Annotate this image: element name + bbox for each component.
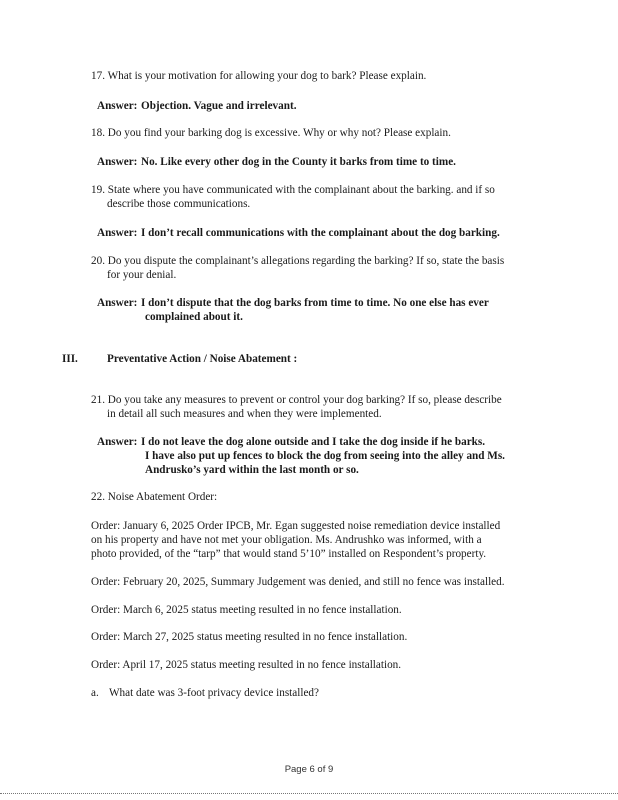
order-line: Order: April 17, 2025 status meeting resulted in no fence installation. [91, 659, 402, 671]
question-text-continued: describe those communications. [107, 198, 251, 210]
question-19 [91, 183, 551, 211]
answer-text: Objection. Vague and irrelevant. [141, 100, 297, 112]
answer-text: No. Like every other dog in the County it barks from time to time. [141, 156, 456, 168]
question-text-continued: for your denial. [107, 269, 177, 281]
answer-label: Answer: [97, 227, 138, 239]
answer-text: I do not leave the dog alone outside and I take the dog inside if he barks. [141, 436, 486, 448]
answer-label: Answer: [97, 100, 138, 112]
answer-17 [97, 99, 547, 113]
answer-text: I don’t dispute that the dog barks from time to time. No one else has ever [141, 297, 489, 309]
answer-21 [97, 435, 547, 477]
scan-edge-line [0, 793, 618, 796]
answer-19 [97, 226, 547, 240]
order-paragraph [91, 519, 551, 561]
question-text: 20. Do you dispute the complainant’s allegations regarding the barking? If so, state the basis [91, 255, 505, 267]
order-paragraph [91, 658, 551, 672]
section-heading [62, 352, 297, 366]
answer-text-continued: Andrusko’s yard within the last month or so. [145, 464, 359, 476]
question-17 [91, 69, 551, 83]
answer-text-continued: complained about it. [145, 311, 243, 323]
question-text: 22. Noise Abatement Order: [91, 491, 218, 503]
question-20 [91, 254, 551, 282]
sub-question-text: What date was 3-foot privacy device installed? [109, 687, 319, 699]
question-22 [91, 490, 551, 504]
order-line: Order: February 20, 2025, Summary Judgement was denied, and still no fence was installed. [91, 576, 505, 588]
order-line: photo provided, of the “tarp” that would stand 5’10” installed on Respondent’s property. [91, 548, 487, 560]
order-paragraph [91, 603, 551, 617]
sub-question-a [91, 686, 319, 700]
order-paragraph [91, 575, 551, 589]
section-number: III. [62, 353, 78, 365]
answer-label: Answer: [97, 436, 138, 448]
order-paragraph [91, 630, 551, 644]
question-text: 17. What is your motivation for allowing your dog to bark? Please explain. [91, 70, 427, 82]
answer-18 [97, 155, 547, 169]
question-21 [91, 393, 551, 421]
order-line: on his property and have not met your obligation. Ms. Andrushko was informed, with a [91, 534, 482, 546]
question-text-continued: in detail all such measures and when they were implemented. [107, 408, 382, 420]
answer-text: I don’t recall communications with the complainant about the dog barking. [141, 227, 500, 239]
answer-text-continued: I have also put up fences to block the dog from seeing into the alley and Ms. [145, 450, 505, 462]
answer-label: Answer: [97, 156, 138, 168]
question-text: 18. Do you find your barking dog is excessive. Why or why not? Please explain. [91, 127, 451, 139]
question-18 [91, 126, 551, 140]
order-line: Order: March 27, 2025 status meeting resulted in no fence installation. [91, 631, 408, 643]
answer-20 [97, 296, 547, 324]
sub-question-letter: a. [91, 687, 99, 699]
question-text: 19. State where you have communicated with the complainant about the barking. and if so [91, 184, 495, 196]
section-title: Preventative Action / Noise Abatement : [107, 353, 298, 365]
order-line: Order: January 6, 2025 Order IPCB, Mr. Egan suggested noise remediation device installed [91, 520, 501, 532]
page-number: Page 6 of 9 [284, 764, 334, 775]
answer-label: Answer: [97, 297, 138, 309]
question-text: 21. Do you take any measures to prevent or control your dog barking? If so, please describe [91, 394, 502, 406]
order-line: Order: March 6, 2025 status meeting resulted in no fence installation. [91, 604, 402, 616]
